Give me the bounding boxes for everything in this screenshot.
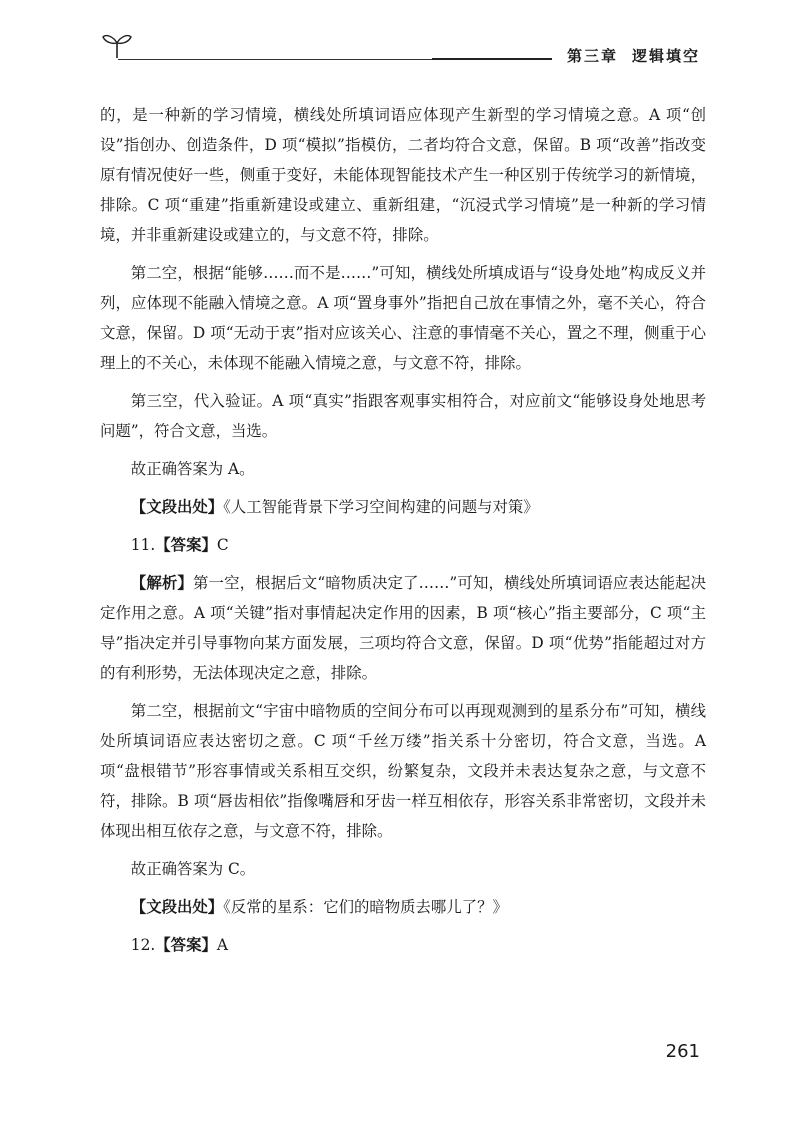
page-header bbox=[100, 28, 700, 68]
answer-line bbox=[100, 530, 706, 560]
paragraph: 第三空，代入验证。A 项“真实”指跟客观事实相符合，对应前文“能够设身处地思考问题”，符合文意，当选。 bbox=[100, 392, 706, 440]
chapter-number: 第三章 bbox=[566, 47, 618, 65]
source-line bbox=[100, 492, 706, 522]
sprout-icon bbox=[100, 28, 134, 66]
paragraph: 第二空，根据“能够……而不是……”可知，横线处所填成语与“设身处地”构成反义并列，应体现不能融入情境之意。A 项“置身事外”指把自己放在事情之外，毫不关心，符合文意，保留。D 项“无动于衷”指对应该关心、注意的事情毫不关心，置之不理，侧重于心理上的不关心，未体现不能融入情境之意，与文意不符，排除。 bbox=[100, 264, 706, 372]
analysis-label: 【解析】 bbox=[130, 574, 193, 592]
chapter-section: 逻辑填空 bbox=[631, 47, 700, 65]
paragraph: 故正确答案为 A。 bbox=[130, 460, 255, 478]
analysis-text: 第一空，根据后文“暗物质决定了……”可知，横线处所填词语应表达能起决定作用之意。A 项“关键”指对事情起决定作用的因素，B 项“核心”指主要部分，C 项“主导”指决定并引导事物向某方面发展，三项均符合文意，保留。D 项“优势”指能超过对方的有利形势，无法体现决定之意，排除。 bbox=[100, 574, 706, 682]
answer-value: A bbox=[216, 936, 228, 954]
paragraph: 第二空，根据前文“宇宙中暗物质的空间分布可以再现观测到的星系分布”可知，横线处所填词语应表达密切之意。C 项“千丝万缕”指关系十分密切，符合文意，当选。A 项“盘根错节”形容事情或关系相互交织，纷繁复杂，文段并未表达复杂之意，与文意不符，排除。B 项“唇齿相依”指像嘴唇和牙齿一样互相依存，形容关系非常密切，文段并未体现出相互依存之意，与文意不符，排除。 bbox=[100, 702, 706, 840]
source-label: 【文段出处】 bbox=[130, 498, 224, 516]
page-number: 261 bbox=[665, 1041, 700, 1062]
answer-line bbox=[100, 930, 706, 960]
answer-label: 【答案】 bbox=[155, 536, 217, 554]
source-title: 《反常的星系：它们的暗物质去哪儿了？》 bbox=[223, 898, 508, 916]
source-title: 《人工智能背景下学习空间构建的问题与对策》 bbox=[223, 498, 539, 516]
question-number: 11. bbox=[130, 536, 156, 554]
source-label: 【文段出处】 bbox=[130, 898, 224, 916]
source-line bbox=[100, 892, 706, 922]
chapter-title bbox=[567, 45, 700, 66]
question-number: 12. bbox=[130, 936, 156, 954]
answer-value: C bbox=[216, 536, 229, 554]
paragraph: 的，是一种新的学习情境，横线处所填词语应体现产生新型的学习情境之意。A 项“创设”指创办、创造条件，D 项“模拟”指模仿，二者均符合文意，保留。B 项“改善”指改变原有情况使好一些，侧重于变好，未能体现智能技术产生一种区别于传统学习的新情境，排除。C 项“重建”指重新建设或建立、重新组建，“沉浸式学习情境”是一种新的学习情境，并非重新建设或建立的，与文意不符，排除。 bbox=[100, 106, 706, 244]
header-rule-bold bbox=[432, 58, 552, 60]
analysis-paragraph bbox=[100, 568, 706, 688]
page-body bbox=[100, 100, 706, 968]
answer-label: 【答案】 bbox=[155, 936, 217, 954]
paragraph: 故正确答案为 C。 bbox=[130, 860, 256, 878]
